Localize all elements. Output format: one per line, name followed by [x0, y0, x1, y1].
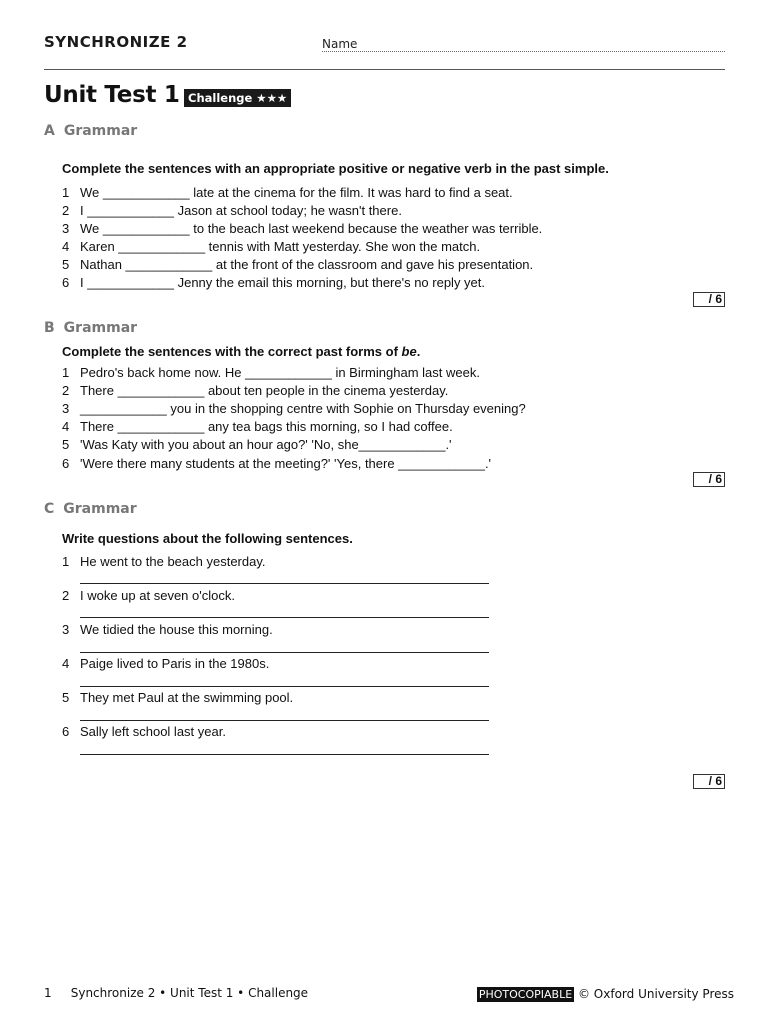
footer-course: Synchronize 2 • Unit Test 1 • Challenge — [70, 986, 309, 1000]
answer-line[interactable] — [80, 754, 489, 755]
item-number: 4 — [62, 239, 70, 254]
item-number: 2 — [62, 383, 70, 398]
item-text: We ____________ to the beach last weekend because the weather was terrible. — [80, 221, 543, 236]
list-item — [62, 622, 273, 637]
page-title: Unit Test 1 — [44, 82, 180, 108]
instruction-text: Complete the sentences with the correct past forms of — [62, 344, 402, 359]
item-text: There ____________ any tea bags this morning, so I had coffee. — [80, 419, 453, 434]
name-field[interactable] — [322, 51, 725, 52]
list-item — [62, 185, 513, 200]
item-text: Pedro's back home now. He ____________ in Birmingham last week. — [80, 365, 480, 380]
section-letter: B — [44, 320, 55, 336]
item-text: 'Were there many students at the meeting?' 'Yes, there ____________.' — [80, 456, 492, 471]
item-text: We tidied the house this morning. — [80, 622, 273, 637]
section-c-score-box[interactable]: / 6 — [693, 774, 725, 789]
name-label: Name — [322, 37, 358, 51]
item-number: 5 — [62, 257, 70, 272]
item-text: Karen ____________ tennis with Matt yesterday. She won the match. — [80, 239, 481, 254]
item-text: I ____________ Jason at school today; he wasn't there. — [80, 203, 402, 218]
item-number: 3 — [62, 401, 70, 416]
footer-left — [44, 986, 308, 1000]
section-b-heading — [44, 320, 137, 336]
section-a-score-box[interactable]: / 6 — [693, 292, 725, 307]
section-c-instruction: Write questions about the following sentences. — [62, 531, 353, 546]
section-letter: A — [44, 123, 55, 139]
item-number: 5 — [62, 437, 70, 452]
item-number: 4 — [62, 656, 70, 671]
list-item — [62, 401, 526, 416]
item-text: They met Paul at the swimming pool. — [80, 690, 294, 705]
item-number: 1 — [62, 554, 70, 569]
answer-line[interactable] — [80, 617, 489, 618]
item-number: 3 — [62, 622, 70, 637]
item-number: 1 — [62, 365, 70, 380]
item-text: We ____________ late at the cinema for the film. It was hard to find a seat. — [80, 185, 513, 200]
list-item — [62, 275, 485, 290]
item-text: I ____________ Jenny the email this morning, but there's no reply yet. — [80, 275, 486, 290]
item-text: Sally left school last year. — [80, 724, 226, 739]
item-text: He went to the beach yesterday. — [80, 554, 266, 569]
answer-line[interactable] — [80, 652, 489, 653]
item-text: 'Was Katy with you about an hour ago?' 'No, she____________.' — [80, 437, 452, 452]
section-a-heading — [44, 123, 137, 139]
section-title: Grammar — [63, 501, 137, 517]
challenge-badge: Challenge ★★★ — [184, 89, 291, 107]
copyright-text: © Oxford University Press — [577, 987, 734, 1001]
list-item — [62, 203, 402, 218]
instruction-emphasis: be — [401, 344, 417, 359]
list-item — [62, 554, 265, 569]
section-a-instruction: Complete the sentences with an appropriate positive or negative verb in the past simple. — [62, 161, 609, 176]
list-item — [62, 724, 226, 739]
item-number: 4 — [62, 419, 70, 434]
list-item — [62, 656, 269, 671]
item-text: Nathan ____________ at the front of the classroom and gave his presentation. — [80, 257, 534, 272]
list-item — [62, 257, 533, 272]
item-text: I woke up at seven o'clock. — [80, 588, 235, 603]
answer-line[interactable] — [80, 686, 489, 687]
list-item — [62, 437, 452, 452]
header-divider — [44, 69, 725, 70]
list-item — [62, 383, 448, 398]
list-item — [62, 690, 293, 705]
section-title: Grammar — [63, 320, 138, 336]
section-b-score-box[interactable]: / 6 — [693, 472, 725, 487]
item-number: 6 — [62, 724, 70, 739]
answer-line[interactable] — [80, 583, 489, 584]
list-item — [62, 588, 235, 603]
item-number: 1 — [62, 185, 70, 200]
list-item — [62, 221, 542, 236]
list-item — [62, 365, 480, 380]
item-number: 2 — [62, 588, 70, 603]
item-text: There ____________ about ten people in the cinema yesterday. — [80, 383, 449, 398]
item-text: ____________ you in the shopping centre with Sophie on Thursday evening? — [80, 401, 526, 416]
item-number: 5 — [62, 690, 70, 705]
page-number: 1 — [44, 986, 52, 1000]
photocopiable-badge: PHOTOCOPIABLE — [478, 988, 573, 1001]
footer-right — [477, 987, 734, 1001]
item-text: Paige lived to Paris in the 1980s. — [80, 656, 270, 671]
section-title: Grammar — [63, 123, 138, 139]
item-number: 3 — [62, 221, 70, 236]
item-number: 6 — [62, 456, 70, 471]
answer-line[interactable] — [80, 720, 489, 721]
section-letter: C — [44, 501, 55, 517]
section-c-heading — [44, 501, 137, 517]
item-number: 6 — [62, 275, 70, 290]
list-item — [62, 419, 453, 434]
list-item — [62, 456, 491, 471]
item-number: 2 — [62, 203, 70, 218]
brand-logo: SYNCHRONIZE 2 — [44, 33, 188, 51]
instruction-text-end: . — [416, 344, 421, 359]
section-b-instruction — [62, 344, 420, 359]
list-item — [62, 239, 480, 254]
